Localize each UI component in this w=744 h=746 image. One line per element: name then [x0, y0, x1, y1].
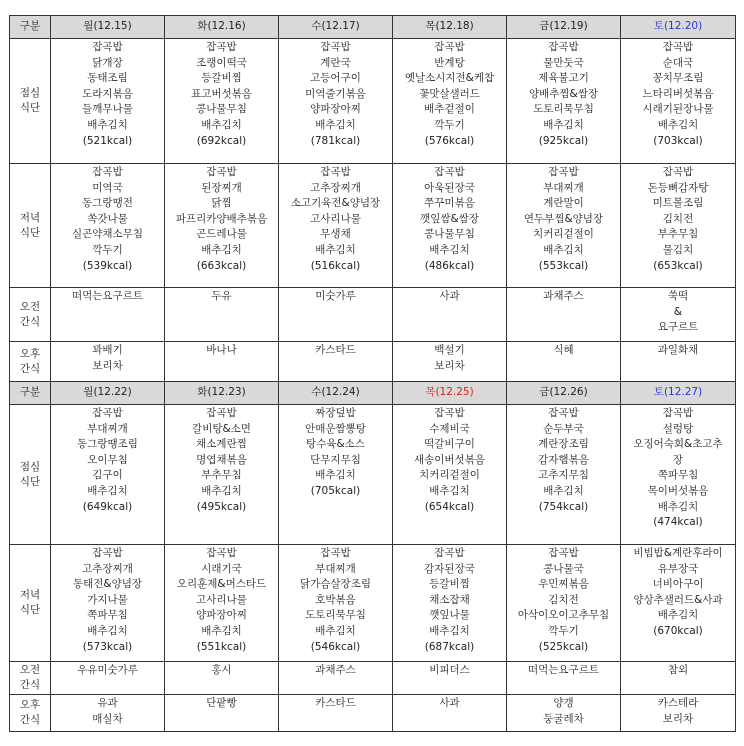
menu-item: 콩나물무침	[424, 228, 475, 241]
menu-item: 깍두기	[92, 243, 123, 256]
menu-cell	[621, 164, 736, 288]
menu-item: 실곤약채소무침	[71, 228, 143, 241]
menu-item: 아삭이오이고추무침	[517, 609, 610, 622]
menu-cell	[51, 288, 165, 342]
menu-item: 물김치	[662, 243, 694, 256]
day-header: 목(12.25)	[393, 382, 507, 405]
week-header-row	[10, 16, 736, 39]
menu-item: 김치전	[548, 593, 579, 606]
menu-cell	[621, 695, 736, 732]
menu-item: 소고기육전&양념장	[290, 197, 381, 210]
menu-item: 잡곡밥	[548, 547, 579, 559]
menu-item: 짜장덮밥	[315, 407, 356, 419]
menu-item: 동그랑땡조림	[77, 438, 138, 451]
meal-row	[10, 545, 736, 662]
menu-item: 참외	[667, 664, 689, 676]
menu-item: 배추김치	[657, 609, 699, 622]
menu-cell	[279, 39, 393, 164]
menu-item: 잡곡밥	[320, 41, 351, 53]
meal-type-label-line: 오후	[19, 699, 41, 711]
menu-item: 요구르트	[657, 321, 699, 334]
meal-row	[10, 695, 736, 732]
menu-item: (705kcal)	[310, 484, 361, 497]
meal-row	[10, 405, 736, 545]
menu-item: 잡곡밥	[434, 41, 465, 53]
meal-type-label	[10, 545, 51, 662]
menu-item: 유부장국	[657, 562, 699, 575]
menu-item: 반계탕	[434, 56, 465, 69]
menu-cell	[279, 545, 393, 662]
menu-item: 유과	[97, 697, 118, 709]
menu-cell	[279, 164, 393, 288]
menu-item: 떠먹는요구르트	[527, 664, 599, 676]
menu-item: 비빔밥&계란후라이	[633, 547, 723, 559]
meal-type-label-line: 간식	[19, 714, 41, 726]
menu-item: 쪽파무침	[657, 469, 699, 482]
menu-cell	[507, 662, 621, 695]
menu-item: (551kcal)	[196, 640, 247, 653]
menu-item: 오리훈제&머스타드	[176, 578, 267, 591]
menu-item: 단무지무침	[310, 453, 361, 466]
menu-cell	[165, 695, 279, 732]
menu-item: 배추김치	[315, 469, 356, 482]
menu-item: 잡곡밥	[92, 41, 123, 53]
menu-item: 배추김치	[315, 118, 356, 131]
menu-item: 보리차	[434, 359, 465, 372]
menu-item: 양상추샐러드&사과	[633, 593, 723, 606]
menu-item: 배추김치	[543, 118, 584, 131]
category-header: 구분	[10, 382, 51, 405]
menu-item: 잡곡밥	[662, 407, 694, 419]
menu-item: 너비아구이	[652, 578, 704, 591]
menu-item: (653kcal)	[653, 259, 703, 272]
menu-item: 잡곡밥	[662, 166, 694, 178]
menu-item: 순두부국	[543, 422, 584, 435]
menu-item: 잡곡밥	[434, 547, 465, 559]
menu-item: 둥굴레차	[543, 712, 584, 725]
meal-type-label-line: 식단	[19, 475, 41, 488]
meal-type-label-line: 점심	[19, 87, 41, 99]
menu-item: (692kcal)	[196, 134, 247, 147]
menu-cell	[51, 39, 165, 164]
menu-item: &	[673, 305, 683, 318]
menu-item: 잡곡밥	[320, 166, 351, 178]
menu-item: 연두부찜&양념장	[523, 212, 604, 225]
menu-item: (754kcal)	[538, 500, 589, 513]
menu-cell	[393, 164, 507, 288]
menu-item: 백설기	[434, 344, 465, 356]
meal-type-label-line: 오후	[19, 347, 41, 360]
menu-item: 들깨무나물	[82, 103, 133, 116]
menu-item: 배추김치	[657, 500, 699, 513]
week-header-row	[10, 382, 736, 405]
menu-item: 새송이버섯볶음	[413, 453, 485, 466]
menu-cell	[507, 342, 621, 382]
meal-type-label	[10, 39, 51, 164]
menu-item: (703kcal)	[653, 134, 703, 147]
menu-cell	[51, 695, 165, 732]
menu-cell	[51, 662, 165, 695]
menu-body	[10, 16, 736, 732]
meal-row	[10, 342, 736, 382]
menu-item: 잡곡밥	[92, 407, 123, 419]
menu-cell	[51, 545, 165, 662]
menu-cell	[621, 342, 736, 382]
day-header: 토(12.27)	[621, 382, 736, 405]
meal-type-label	[10, 662, 51, 695]
menu-item: 시래기된장나물	[642, 103, 714, 116]
meal-row	[10, 662, 736, 695]
menu-item: 배추김치	[201, 624, 242, 637]
menu-item: 표고버섯볶음	[191, 87, 252, 100]
menu-item: (670kcal)	[653, 624, 703, 637]
menu-item: 배추김치	[201, 118, 242, 131]
menu-item: 부추무침	[657, 228, 699, 241]
menu-cell	[279, 342, 393, 382]
menu-item: 잡곡밥	[92, 547, 123, 559]
menu-item: 고사리나물	[310, 212, 361, 225]
menu-item: (654kcal)	[424, 500, 475, 513]
menu-item: 파프리카양배추볶음	[175, 212, 268, 225]
menu-item: (525kcal)	[538, 640, 589, 653]
menu-item: 양갱	[553, 697, 574, 709]
day-header: 화(12.23)	[165, 382, 279, 405]
menu-item: 물만둣국	[543, 56, 584, 69]
menu-item: 부대찌개	[543, 181, 584, 194]
menu-item: 아욱된장국	[424, 181, 475, 194]
menu-item: 부대찌개	[315, 562, 356, 575]
menu-item: 닭개장	[92, 56, 123, 69]
menu-cell	[165, 164, 279, 288]
menu-item: 고추장찌개	[82, 562, 133, 575]
menu-item: (516kcal)	[310, 259, 361, 272]
menu-cell	[165, 662, 279, 695]
meal-row	[10, 164, 736, 288]
menu-item: 카스타드	[315, 344, 356, 356]
menu-item: 배추김치	[87, 484, 128, 497]
menu-cell	[621, 288, 736, 342]
menu-item: 계란장조림	[538, 438, 589, 451]
menu-item: 떡갈비구이	[424, 438, 475, 451]
menu-item: 잡곡밥	[548, 41, 579, 53]
meal-type-label-line: 점심	[19, 460, 41, 473]
menu-cell	[165, 39, 279, 164]
menu-item: 배추김치	[201, 484, 242, 497]
menu-item: 계란국	[320, 56, 351, 69]
menu-item: 느타리버섯볶음	[642, 87, 714, 100]
menu-item: 치커리겉절이	[419, 469, 480, 482]
menu-item: 쑥떡	[667, 290, 689, 302]
menu-item: 닭찜	[211, 197, 232, 210]
menu-cell	[51, 342, 165, 382]
menu-item: 부추무침	[201, 469, 242, 482]
menu-item: 목이버섯볶음	[647, 484, 709, 497]
menu-item: 식혜	[553, 344, 574, 356]
menu-item: 등갈비찜	[201, 72, 242, 85]
menu-item: 등갈비찜	[429, 578, 470, 591]
menu-item: 닭가슴살장조림	[299, 578, 371, 591]
category-header: 구분	[10, 16, 51, 39]
menu-item: 명엽채볶음	[196, 453, 247, 466]
menu-item: (521kcal)	[82, 134, 133, 147]
menu-item: 잡곡밥	[206, 41, 237, 53]
menu-item: (573kcal)	[82, 640, 133, 653]
menu-item: 배추김치	[315, 243, 356, 256]
menu-item: 콩나물국	[543, 562, 584, 575]
menu-cell	[393, 405, 507, 545]
menu-item: 곤드레나물	[196, 228, 247, 241]
menu-item: 고등어구이	[310, 72, 361, 85]
menu-item: 도라지볶음	[82, 87, 133, 100]
menu-item: 시래기국	[201, 562, 242, 575]
menu-item: 갈비탕&소면	[192, 422, 251, 435]
menu-item: 양파장아찌	[196, 609, 247, 622]
menu-item: 과일화채	[657, 344, 699, 356]
day-header: 월(12.22)	[51, 382, 165, 405]
day-header: 토(12.20)	[621, 16, 736, 39]
menu-cell	[621, 545, 736, 662]
meal-row	[10, 288, 736, 342]
menu-item: 안매운짬뽕탕	[305, 422, 366, 435]
menu-item: 동태조림	[87, 72, 128, 85]
menu-cell	[393, 342, 507, 382]
menu-cell	[51, 164, 165, 288]
menu-item: 가지나물	[87, 593, 128, 606]
menu-item: 배추김치	[429, 243, 470, 256]
menu-item: 수제비국	[429, 422, 470, 435]
menu-item: 배추김치	[201, 243, 242, 256]
menu-item: 잡곡밥	[206, 166, 237, 178]
meal-type-label-line: 간식	[19, 679, 41, 691]
meal-type-label-line: 간식	[19, 315, 41, 328]
menu-item: 보리차	[662, 712, 694, 725]
menu-item: (553kcal)	[538, 259, 589, 272]
menu-item: 쪽파무침	[87, 609, 128, 622]
menu-item: (474kcal)	[653, 516, 703, 529]
menu-item: 양파장아찌	[310, 103, 361, 116]
menu-cell	[393, 662, 507, 695]
menu-item: (486kcal)	[424, 259, 475, 272]
menu-item: 오징어숙회&초고추	[633, 438, 723, 451]
menu-item: 카스테라	[657, 697, 699, 709]
menu-item: 쏙갓나물	[87, 212, 128, 225]
menu-item: 부대찌개	[87, 422, 128, 435]
menu-cell	[165, 288, 279, 342]
menu-item: 잡곡밥	[206, 547, 237, 559]
menu-item: 동태전&양념장	[72, 578, 143, 591]
menu-item: 채소잡채	[429, 593, 470, 606]
menu-item: 설렁탕	[662, 422, 694, 435]
meal-type-label-line: 식단	[19, 226, 41, 239]
menu-item: (687kcal)	[424, 640, 475, 653]
day-header: 수(12.24)	[279, 382, 393, 405]
menu-cell	[165, 405, 279, 545]
menu-item: 계란말이	[543, 197, 584, 210]
menu-item: 장	[672, 453, 684, 466]
menu-item: (663kcal)	[196, 259, 247, 272]
menu-item: 배추김치	[543, 484, 584, 497]
menu-item: 꽈배기	[92, 344, 123, 356]
menu-cell	[165, 545, 279, 662]
menu-cell	[393, 695, 507, 732]
menu-cell	[507, 695, 621, 732]
menu-cell	[165, 342, 279, 382]
menu-cell	[279, 288, 393, 342]
menu-item: 잡곡밥	[548, 407, 579, 419]
menu-item: 배추김치	[87, 624, 128, 637]
menu-item: 도토리묵무침	[305, 609, 366, 622]
menu-item: (539kcal)	[82, 259, 133, 272]
day-header: 금(12.26)	[507, 382, 621, 405]
menu-item: 카스타드	[315, 697, 356, 709]
meal-type-label	[10, 342, 51, 382]
menu-item: 제육불고기	[538, 72, 589, 85]
menu-item: 조랭이떡국	[196, 56, 247, 69]
menu-item: 꽁치무조림	[652, 72, 704, 85]
menu-item: 동그랑땡전	[82, 197, 133, 210]
meal-type-label-line: 저녁	[19, 211, 41, 224]
menu-item: 된장찌개	[201, 181, 242, 194]
menu-item: 깻잎나물	[429, 609, 470, 622]
menu-item: 오이무침	[87, 453, 128, 466]
menu-item: (781kcal)	[310, 134, 361, 147]
menu-item: 고추지무침	[538, 469, 589, 482]
menu-item: 호박볶음	[315, 593, 356, 606]
menu-cell	[279, 695, 393, 732]
menu-item: 탕수육&소스	[306, 438, 365, 451]
menu-cell	[393, 39, 507, 164]
menu-cell	[621, 39, 736, 164]
menu-item: 감자햄볶음	[538, 453, 589, 466]
menu-item: 채소계란찜	[196, 438, 247, 451]
day-header: 목(12.18)	[393, 16, 507, 39]
menu-item: 사과	[439, 697, 460, 709]
menu-item: (495kcal)	[196, 500, 247, 513]
menu-item: 미역줄기볶음	[305, 87, 366, 100]
meal-type-label-line: 오전	[19, 664, 41, 676]
menu-item: 치커리겉절이	[533, 228, 594, 241]
menu-item: 순대국	[662, 56, 694, 69]
meal-type-label-line: 오전	[19, 300, 41, 313]
menu-item: 고추장찌개	[310, 181, 361, 194]
menu-item: 떠먹는요구르트	[71, 290, 143, 302]
menu-cell	[393, 545, 507, 662]
menu-item: 잡곡밥	[662, 41, 694, 53]
menu-item: 과채주스	[543, 290, 584, 302]
menu-cell	[621, 662, 736, 695]
menu-item: (576kcal)	[424, 134, 475, 147]
menu-item: 잡곡밥	[92, 166, 123, 178]
menu-cell	[621, 405, 736, 545]
meal-type-label	[10, 164, 51, 288]
menu-cell	[279, 405, 393, 545]
menu-item: 잡곡밥	[434, 166, 465, 178]
menu-item: 배추김치	[429, 484, 470, 497]
menu-item: 깻잎쌈&쌈장	[420, 212, 479, 225]
menu-item: 배추김치	[429, 624, 470, 637]
meal-type-label-line: 식단	[19, 604, 41, 616]
menu-item: 콩나물무침	[196, 103, 247, 116]
menu-item: 매실차	[92, 712, 123, 725]
menu-item: 미트볼조림	[652, 197, 704, 210]
menu-cell	[393, 288, 507, 342]
menu-item: 돈등뼈감자탕	[647, 181, 709, 194]
menu-cell	[507, 164, 621, 288]
menu-item: 미숫가루	[315, 290, 356, 302]
menu-item: 잡곡밥	[206, 407, 237, 419]
menu-cell	[279, 662, 393, 695]
menu-item: 쭈꾸미볶음	[424, 197, 475, 210]
menu-cell	[51, 405, 165, 545]
menu-item: 배추김치	[543, 243, 584, 256]
menu-item: 김구이	[92, 469, 123, 482]
meal-row	[10, 39, 736, 164]
menu-item: 사과	[439, 290, 460, 302]
menu-item: 우민찌볶음	[538, 578, 589, 591]
menu-cell	[507, 405, 621, 545]
menu-item: 잡곡밥	[434, 407, 465, 419]
menu-item: 홍시	[211, 664, 232, 676]
meal-type-label-line: 간식	[19, 362, 41, 375]
menu-cell	[507, 288, 621, 342]
menu-item: (546kcal)	[310, 640, 361, 653]
meal-type-label	[10, 405, 51, 545]
menu-item: 잡곡밥	[320, 547, 351, 559]
menu-item: 과채주스	[315, 664, 356, 676]
menu-item: 배추김치	[315, 624, 356, 637]
meal-type-label-line: 식단	[19, 102, 41, 114]
menu-item: 꽃맛살샐러드	[419, 87, 480, 100]
menu-item: 김치전	[662, 212, 694, 225]
menu-item: 미역국	[92, 181, 123, 194]
day-header: 수(12.17)	[279, 16, 393, 39]
menu-item: 배추김치	[87, 118, 128, 131]
menu-item: 도토리묵무침	[533, 103, 594, 116]
menu-item: 고사리나물	[196, 593, 247, 606]
menu-item: 감자된장국	[424, 562, 475, 575]
menu-item: 비피더스	[429, 664, 470, 676]
menu-item: 무생채	[320, 228, 351, 241]
menu-item: 잡곡밥	[548, 166, 579, 178]
meal-menu-table	[9, 15, 736, 732]
meal-type-label-line: 저녁	[19, 589, 41, 601]
menu-item: 두유	[211, 290, 232, 302]
day-header: 월(12.15)	[51, 16, 165, 39]
menu-item: 양배추찜&쌈장	[528, 87, 599, 100]
menu-item: 우유미숫가루	[77, 664, 138, 676]
menu-item: 옛날소시지전&케찹	[404, 72, 495, 85]
meal-type-label	[10, 288, 51, 342]
menu-item: 깍두기	[434, 118, 465, 131]
day-header: 화(12.16)	[165, 16, 279, 39]
day-header: 금(12.19)	[507, 16, 621, 39]
menu-item: 배추겉절이	[424, 103, 475, 116]
menu-item: 보리차	[92, 359, 123, 372]
menu-item: (649kcal)	[82, 500, 133, 513]
meal-type-label	[10, 695, 51, 732]
menu-item: 깍두기	[548, 624, 579, 637]
menu-cell	[507, 39, 621, 164]
menu-item: 배추김치	[657, 118, 699, 131]
menu-item: 바나나	[206, 344, 237, 356]
menu-item: 단팥빵	[206, 697, 237, 709]
menu-item: (925kcal)	[538, 134, 589, 147]
menu-cell	[507, 545, 621, 662]
